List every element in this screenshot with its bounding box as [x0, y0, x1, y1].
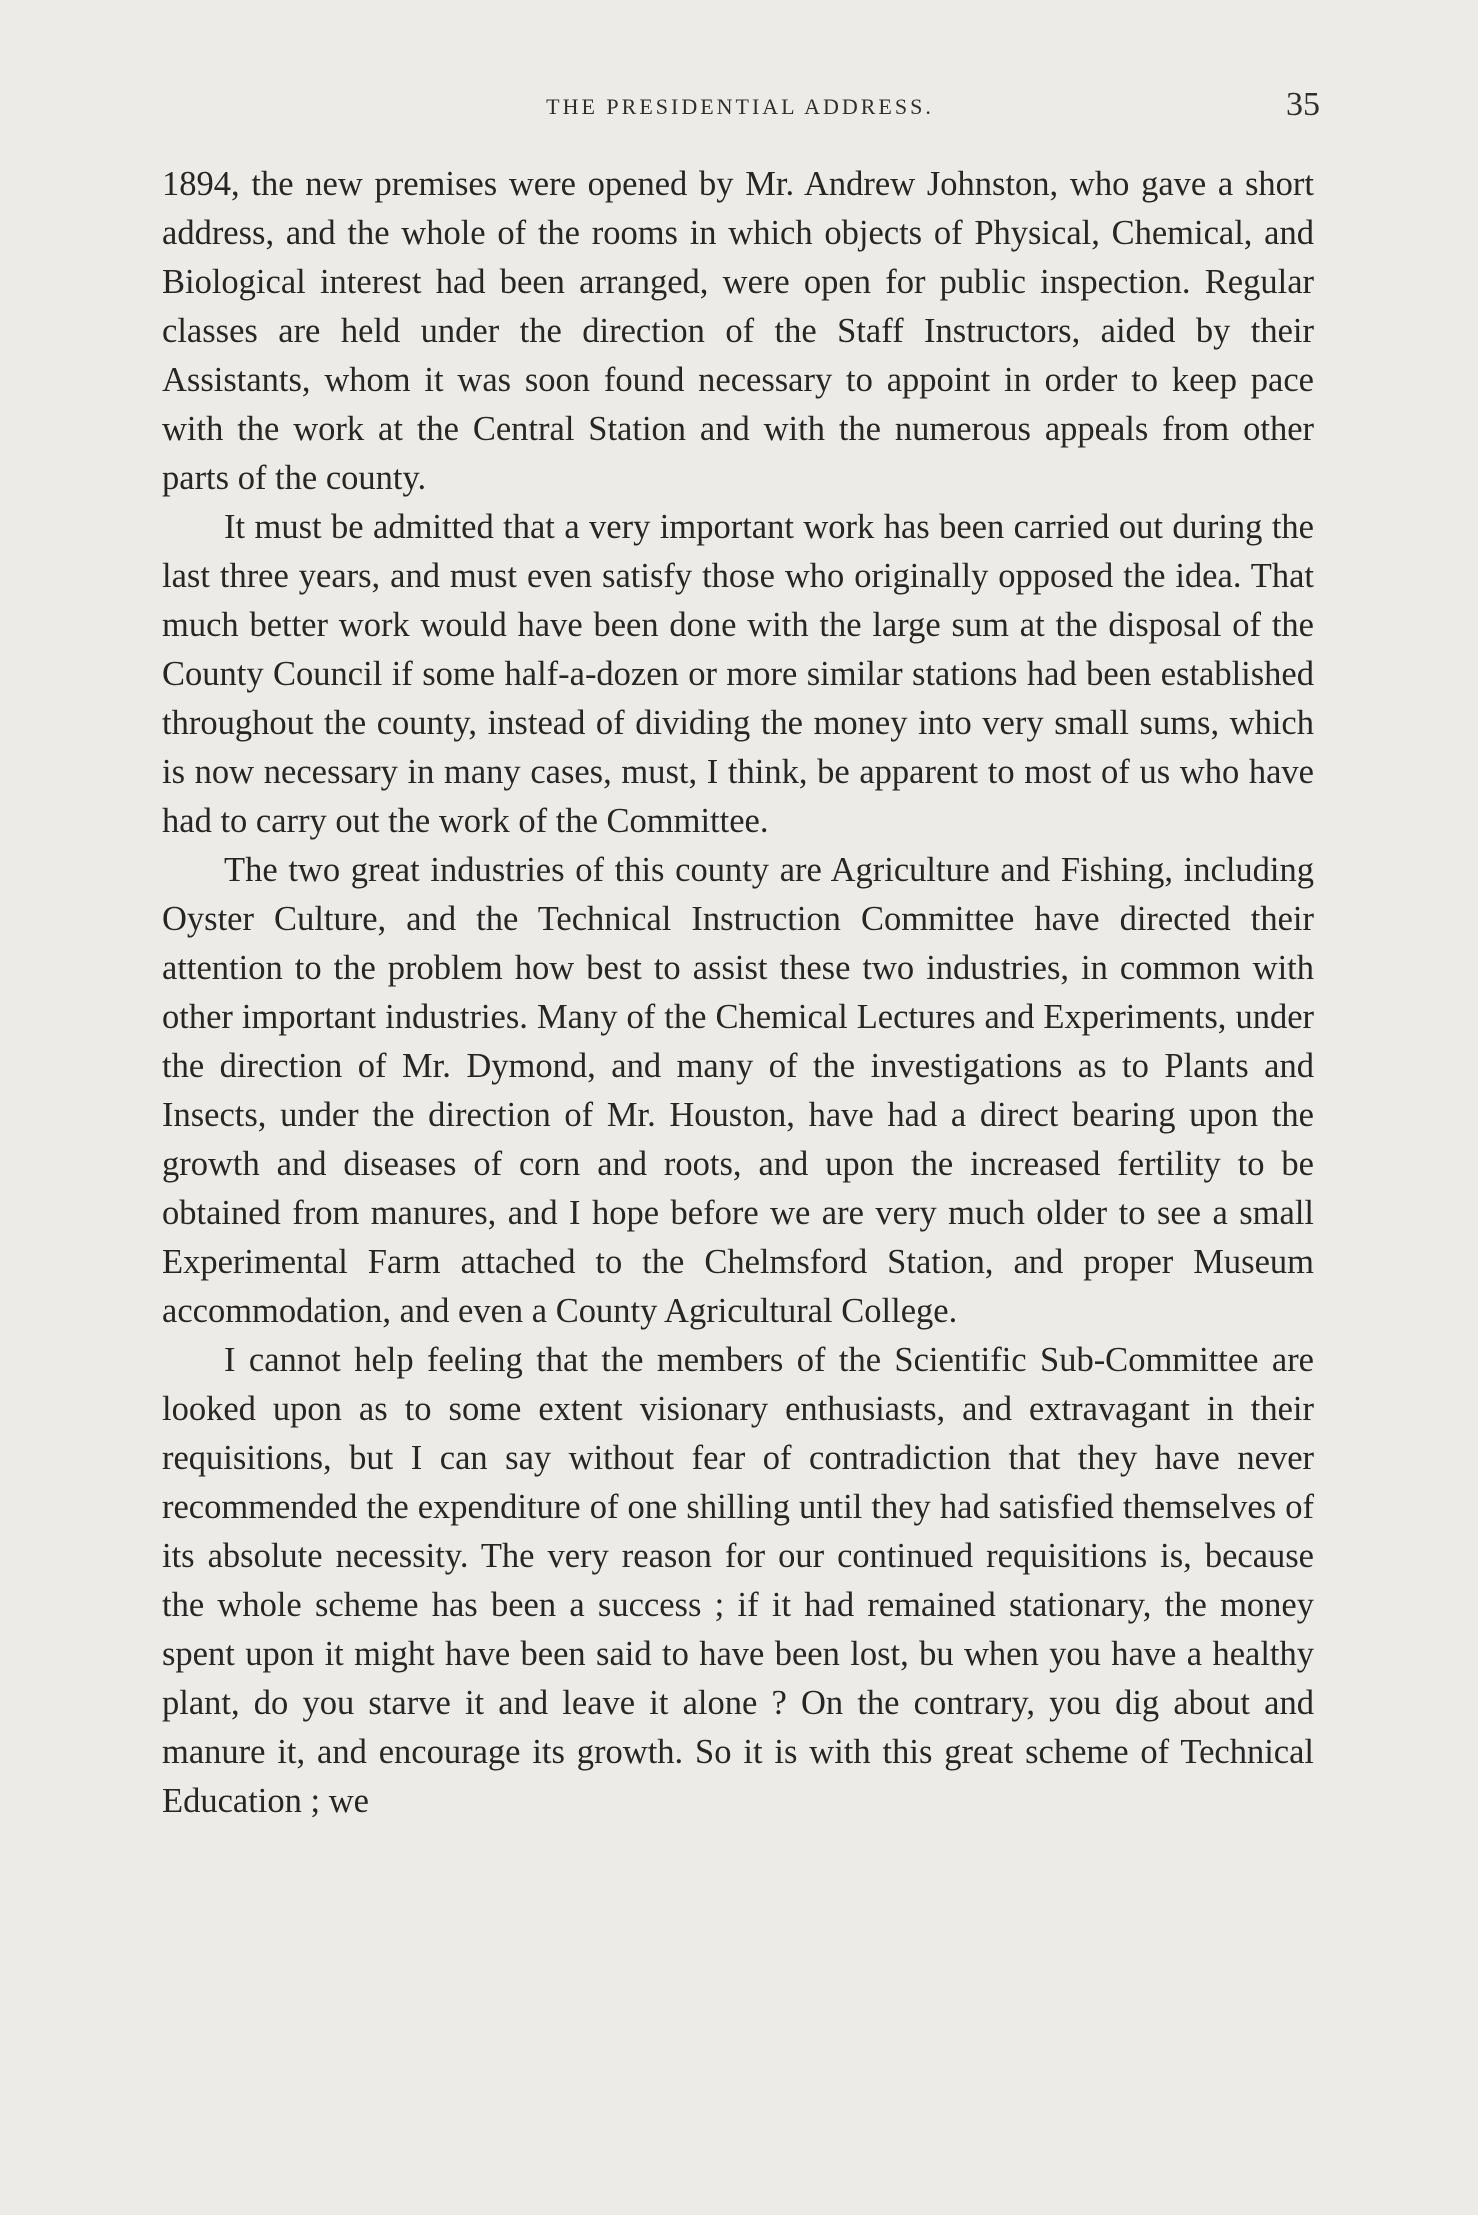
running-header: [160, 86, 1320, 130]
running-title: THE PRESIDENTIAL ADDRESS.: [546, 94, 934, 119]
paragraph-1: 1894, the new premises were opened by Mr. Andrew Johnston, who gave a short address, and the whole of the rooms in which objects of Physical, Chemical, and Biological interest had been arranged, were open for public inspection. Regular classes are held under the direction of the Staff Instructors, aided by their Assistants, whom it was soon found necessary to appoint in order to keep pace with the work at the Central Station and with the numerous appeals from other parts of the county.: [162, 165, 1314, 497]
paragraph-4: I cannot help feeling that the members of the Scientific Sub-Committee are looked upon as to some extent visionary enthusiasts, and extravagant in their requisitions, but I can say without fear of contradiction that they have never recommended the expenditure of one shilling until they had satisfied themselves of its absolute necessity. The very reason for our continued requisitions is, because the whole scheme has been a success ; if it had remained stationary, the money spent upon it might have been said to have been lost, bu when you have a healthy plant, do you starve it and leave it alone ? On the contrary, you dig about and manure it, and encourage its growth. So it is with this great scheme of Technical Education ; we: [162, 1341, 1314, 1820]
paragraph-2: It must be admitted that a very important work has been carried out during the last three years, and must even satisfy those who originally opposed the idea. That much better work would have been done with the large sum at the disposal of the County Council if some half-a-dozen or more similar stations had been established throughout the county, instead of dividing the money into very small sums, which is now necessary in many cases, must, I think, be apparent to most of us who have had to carry out the work of the Committee.: [162, 508, 1314, 840]
page-number: 35: [1286, 86, 1320, 123]
paragraph-3: The two great industries of this county are Agriculture and Fishing, including Oyster Culture, and the Technical Instruction Committee have directed their attention to the problem how best to assist these two industries, in common with other important industries. Many of the Chemical Lectures and Experiments, under the direction of Mr. Dymond, and many of the investigations as to Plants and Insects, under the direction of Mr. Houston, have had a direct bearing upon the growth and diseases of corn and roots, and upon the increased fertility to be obtained from manures, and I hope before we are very much older to see a small Experimental Farm attached to the Chelmsford Station, and proper Museum accommodation, and even a County Agricultural College.: [162, 851, 1314, 1330]
body-text: [162, 160, 1314, 1826]
